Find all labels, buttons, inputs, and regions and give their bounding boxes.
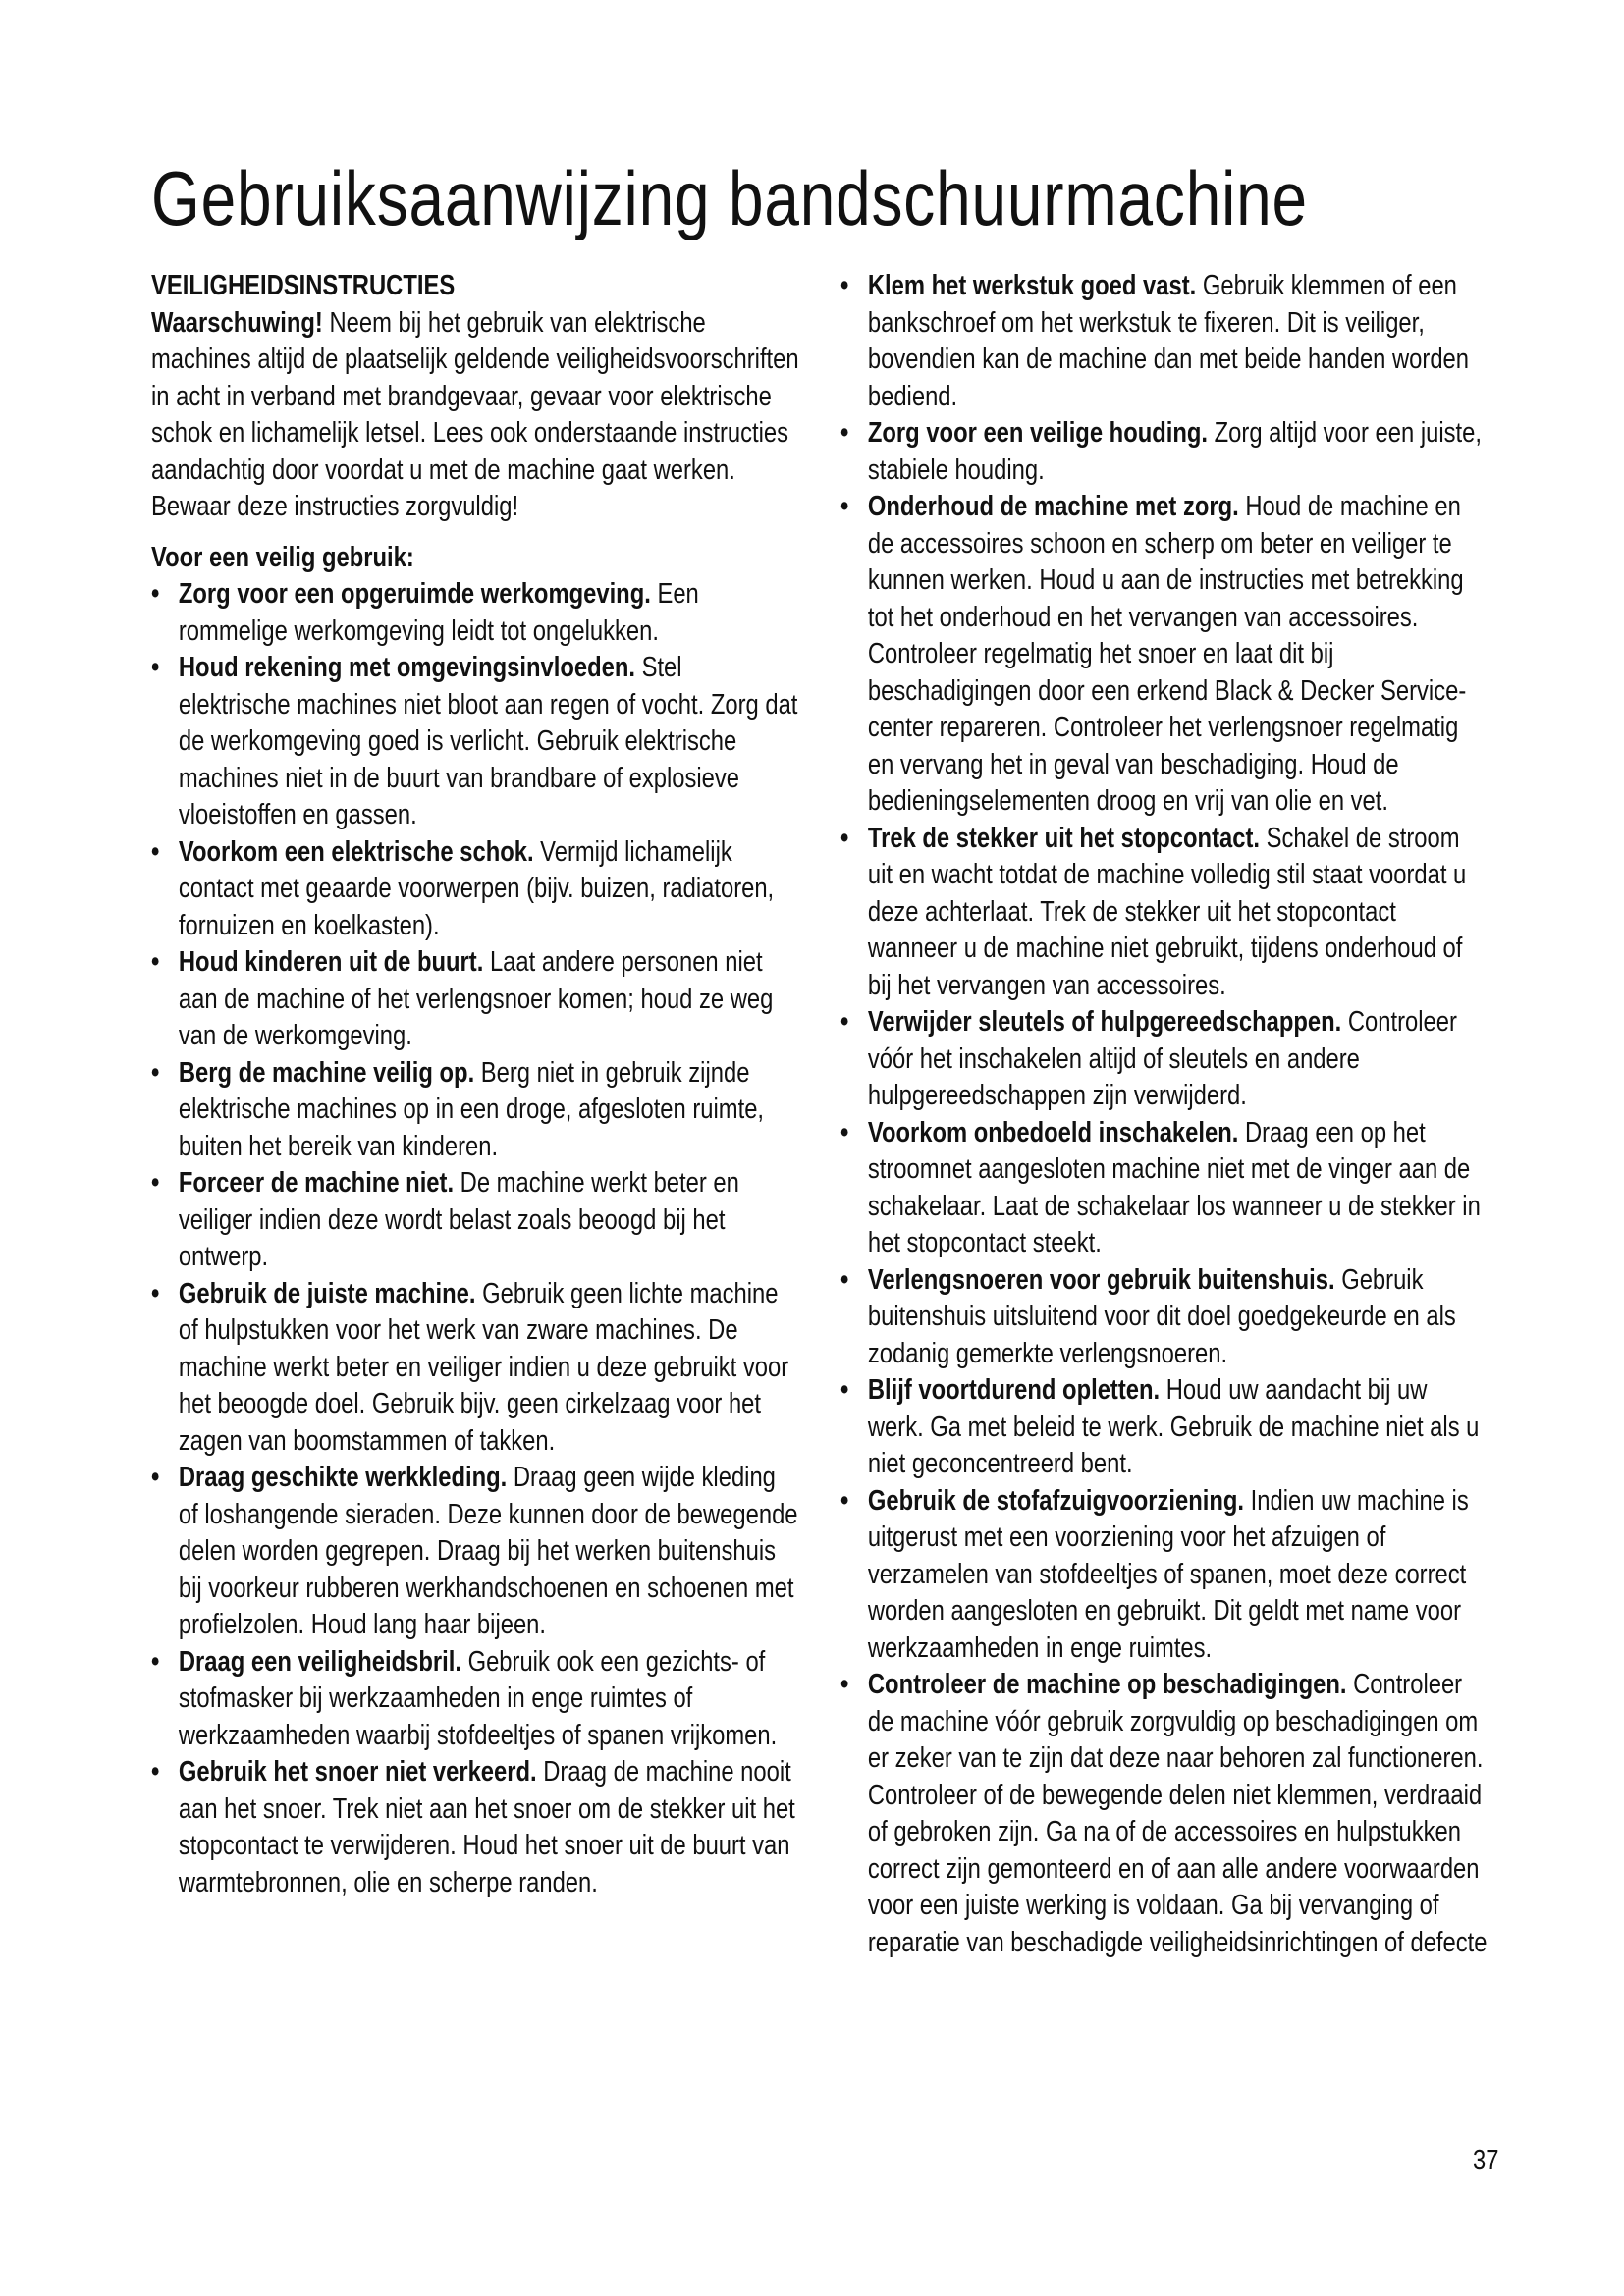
instruction-item bbox=[151, 1460, 799, 1644]
page-number: 37 bbox=[1473, 2145, 1499, 2176]
instruction-text: Gebruik buitenshuis uitsluitend voor dit doel goedgekeurde en als zodanig gemerkte verlengsnoeren. bbox=[867, 1263, 1456, 1369]
bullet-icon: • bbox=[840, 1374, 849, 1406]
instruction-lead: Blijf voortdurend opletten. bbox=[867, 1374, 1161, 1406]
instruction-text: Gebruik ook een gezichts- of stofmasker bij werkzaamheden in enge ruimtes of werkzaamheden waarbij stofdeeltjes of spanen vrijkomen. bbox=[178, 1645, 778, 1751]
bullet-icon: • bbox=[840, 822, 849, 854]
instruction-item bbox=[840, 268, 1489, 415]
instruction-text: Gebruik geen lichte machine of hulpstukken voor het werk van zware machines. De machine werkt beter en veiliger indien u deze gebruikt voor het beoogde doel. Gebruik bijv. geen cirkelzaag voor het zagen van boomstammen of takken. bbox=[178, 1277, 789, 1457]
instruction-item bbox=[151, 1055, 799, 1166]
instruction-lead: Gebruik de stofafzuigvoorziening. bbox=[867, 1484, 1245, 1517]
instruction-lead: Voorkom onbedoeld inschakelen. bbox=[867, 1116, 1239, 1148]
instruction-text: Houd uw aandacht bij uw werk. Ga met beleid te werk. Gebruik de machine niet als u niet geconcentreerd bent. bbox=[867, 1374, 1480, 1479]
instruction-lead: Berg de machine veilig op. bbox=[178, 1056, 475, 1089]
bullet-icon: • bbox=[840, 1116, 849, 1148]
instruction-lead: Draag een veiligheidsbril. bbox=[178, 1645, 461, 1678]
instruction-text: Zorg altijd voor een juiste, stabiele houding. bbox=[867, 417, 1482, 486]
instruction-item bbox=[840, 415, 1489, 489]
instruction-item bbox=[840, 1483, 1489, 1668]
instruction-lead: Klem het werkstuk goed vast. bbox=[867, 270, 1197, 301]
instruction-item bbox=[151, 650, 799, 834]
instruction-lead: Gebruik het snoer niet verkeerd. bbox=[178, 1756, 537, 1788]
page-title: Gebruiksaanwijzing bandschuurmachine bbox=[151, 155, 1308, 241]
bullet-icon: • bbox=[151, 1756, 160, 1788]
bullet-icon: • bbox=[840, 270, 849, 301]
instruction-text: De machine werkt beter en veiliger indien deze wordt belast zoals beoogd bij het ontwerp. bbox=[178, 1167, 739, 1272]
instruction-item bbox=[151, 944, 799, 1055]
instruction-text: Stel elektrische machines niet bloot aan regen of vocht. Zorg dat de werkomgeving goed is verlicht. Gebruik elektrische machines niet in de buurt van brandbare of explosieve vloeistoffen en gassen. bbox=[178, 652, 798, 830]
bullet-icon: • bbox=[840, 491, 849, 522]
right-instruction-list bbox=[840, 268, 1489, 1961]
instruction-item bbox=[840, 1115, 1489, 1262]
instruction-text: Laat andere personen niet aan de machine of het verlengsnoer komen; houd ze weg van de werkomgeving. bbox=[178, 946, 774, 1051]
instruction-lead: Draag geschikte werkkleding. bbox=[178, 1462, 508, 1493]
bullet-icon: • bbox=[151, 1645, 160, 1678]
left-instruction-list bbox=[151, 576, 799, 1901]
instruction-text: Controleer vóór het inschakelen altijd of sleutels en andere hulpgereedschappen zijn verwijderd. bbox=[867, 1006, 1457, 1111]
instruction-item bbox=[151, 1276, 799, 1461]
instruction-lead: Zorg voor een opgeruimde werkomgeving. bbox=[178, 578, 651, 610]
instruction-lead: Forceer de machine niet. bbox=[178, 1167, 455, 1199]
instruction-text: Berg niet in gebruik zijnde elektrische machines op in een droge, afgesloten ruimte, buiten het bereik van kinderen. bbox=[178, 1056, 765, 1162]
safe-use-subheading: Voor een veilig gebruik: bbox=[151, 541, 414, 573]
instruction-lead: Onderhoud de machine met zorg. bbox=[867, 491, 1239, 522]
intro-paragraph bbox=[151, 305, 799, 526]
instruction-text: Gebruik klemmen of een bankschroef om het werkstuk te fixeren. Dit is veiliger, bovendien kan de machine dan met beide handen worden bediend. bbox=[867, 270, 1470, 412]
bullet-icon: • bbox=[840, 1263, 849, 1296]
instruction-item bbox=[840, 489, 1489, 821]
bullet-icon: • bbox=[151, 946, 160, 978]
instruction-item bbox=[840, 1004, 1489, 1115]
instruction-text: Controleer de machine vóór gebruik zorgvuldig op beschadigingen om er zeker van te zijn dat deze naar behoren zal functioneren. Controleer of de bewegende delen niet klemmen, verdraaid of gebroken zijn. Ga na of de accessoires en hulpstukken correct zijn gemonteerd en of aan alle andere voorwaarden voor een juiste werking is voldaan. Ga bij vervanging of reparatie van beschadigde veiligheidsinrichtingen of defecte bbox=[867, 1669, 1488, 1958]
instruction-item bbox=[151, 1165, 799, 1276]
instruction-lead: Zorg voor een veilige houding. bbox=[867, 417, 1209, 449]
bullet-icon: • bbox=[151, 1056, 160, 1089]
bullet-icon: • bbox=[840, 1484, 849, 1517]
instruction-text: Draag de machine nooit aan het snoer. Trek niet aan het snoer om de stekker uit het stopcontact te verwijderen. Houd het snoer uit de buurt van warmtebronnen, olie en scherpe randen. bbox=[178, 1756, 795, 1898]
bullet-icon: • bbox=[151, 1277, 160, 1309]
instruction-item bbox=[151, 834, 799, 945]
instruction-lead: Verwijder sleutels of hulpgereedschappen. bbox=[867, 1006, 1342, 1038]
instruction-lead: Voorkom een elektrische schok. bbox=[178, 835, 534, 868]
instruction-text: Draag geen wijde kleding of loshangende sieraden. Deze kunnen door de bewegende delen worden gegrepen. Draag bij het werken buitenshuis bij voorkeur rubberen werkhandschoenen en schoenen met profielzolen. Houd lang haar bijeen. bbox=[178, 1462, 798, 1640]
instruction-text: Indien uw machine is uitgerust met een voorziening voor het afzuigen of verzamelen van stofdeeltjes of spanen, moet deze correct worden aangesloten en gebruikt. Dit geldt met name voor werkzaamheden in enge ruimtes. bbox=[867, 1484, 1469, 1664]
bullet-icon: • bbox=[151, 835, 160, 868]
bullet-icon: • bbox=[151, 652, 160, 683]
instruction-item bbox=[840, 1262, 1489, 1373]
bullet-icon: • bbox=[151, 1462, 160, 1493]
intro-lead: Waarschuwing! bbox=[151, 306, 323, 339]
right-column bbox=[840, 268, 1489, 1961]
instruction-lead: Controleer de machine op beschadigingen. bbox=[867, 1669, 1347, 1700]
instruction-lead: Gebruik de juiste machine. bbox=[178, 1277, 476, 1309]
instruction-text: Draag een op het stroomnet aangesloten machine niet met de vinger aan de schakelaar. Laat de schakelaar los wanneer u de stekker in het stopcontact steekt. bbox=[867, 1116, 1481, 1258]
bullet-icon: • bbox=[840, 1006, 849, 1038]
instruction-item bbox=[151, 1644, 799, 1755]
instruction-text: Schakel de stroom uit en wacht totdat de machine volledig stil staat voordat u deze achterlaat. Trek de stekker uit het stopcontact wanneer u de machine niet gebruikt, tijdens onderhoud of bij het vervangen van accessoires. bbox=[867, 822, 1467, 1001]
section-heading: VEILIGHEIDSINSTRUCTIES bbox=[151, 270, 456, 301]
instruction-item bbox=[840, 1667, 1489, 1961]
bullet-icon: • bbox=[840, 417, 849, 449]
left-column bbox=[151, 268, 799, 1901]
bullet-icon: • bbox=[151, 578, 160, 610]
bullet-icon: • bbox=[151, 1167, 160, 1199]
instruction-lead: Houd kinderen uit de buurt. bbox=[178, 946, 484, 978]
instruction-lead: Trek de stekker uit het stopcontact. bbox=[867, 822, 1260, 854]
instruction-text: Vermijd lichamelijk contact met geaarde voorwerpen (bijv. buizen, radiatoren, fornuizen en koelkasten). bbox=[178, 835, 775, 941]
intro-text: Neem bij het gebruik van elektrische machines altijd de plaatselijk geldende veiligheidsvoorschriften in acht in verband met brandgevaar, gevaar voor elektrische schok en lichamelijk letsel. Lees ook onderstaande instructies aandachtig door voordat u met de machine gaat werken. Bewaar deze instructies zorgvuldig! bbox=[151, 306, 799, 522]
instruction-item bbox=[151, 1754, 799, 1901]
instruction-item bbox=[840, 821, 1489, 1005]
instruction-text: Een rommelige werkomgeving leidt tot ongelukken. bbox=[178, 578, 699, 647]
bullet-icon: • bbox=[840, 1669, 849, 1700]
instruction-lead: Verlengsnoeren voor gebruik buitenshuis. bbox=[867, 1263, 1335, 1296]
instruction-lead: Houd rekening met omgevingsinvloeden. bbox=[178, 652, 635, 683]
instruction-item bbox=[840, 1372, 1489, 1483]
instruction-text: Houd de machine en de accessoires schoon en scherp om beter en veiliger te kunnen werken. Houd u aan de instructies met betrekking tot het onderhoud en het vervangen van accessoires. Controleer regelmatig het snoer en laat dit bij beschadigingen door een erkend Black & Decker Service-center repareren. Controleer het verlengsnoer regelmatig en vervang het in geval van beschadiging. Houd de bedieningselementen droog en vrij van olie en vet. bbox=[867, 491, 1467, 817]
instruction-item bbox=[151, 576, 799, 650]
